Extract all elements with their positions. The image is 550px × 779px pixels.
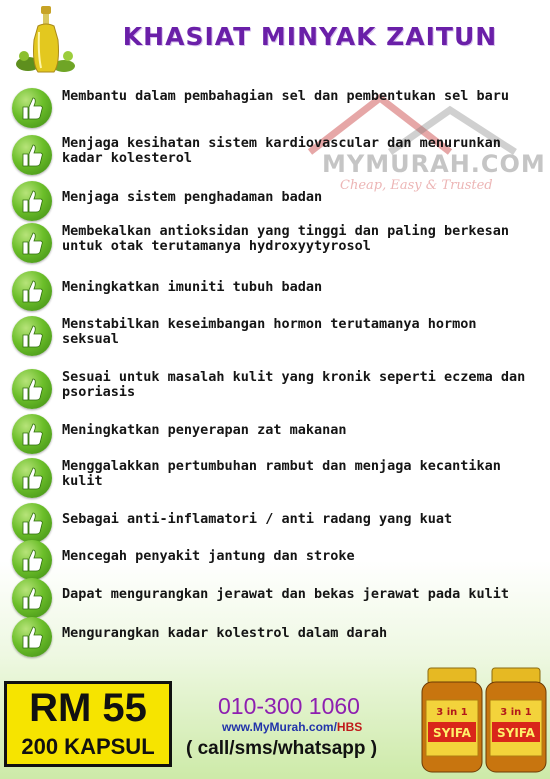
- benefit-text: Menstabilkan keseimbangan hormon terutamanya hormon seksual: [62, 316, 477, 347]
- price-label: RM 55: [29, 686, 147, 730]
- price-box: [4, 681, 172, 767]
- thumbs-up-icon: [12, 271, 52, 311]
- thumbs-up-icon: [12, 578, 52, 618]
- benefit-text: Menjaga kesihatan sistem kardiovascular dan menurunkan kadar kolesterol: [62, 135, 501, 166]
- website-path: HBS: [336, 720, 363, 734]
- list-item: [12, 414, 542, 460]
- contact-methods: ( call/sms/whatsapp ): [186, 738, 378, 759]
- product-label-top: 3 in 1: [500, 707, 532, 718]
- thumbs-up-icon: [12, 316, 52, 356]
- benefit-text: Meningkatkan imuniti tubuh badan: [62, 279, 323, 295]
- thumbs-up-icon: [12, 458, 52, 498]
- product-label-brand: SYIFA: [433, 726, 471, 740]
- thumbs-up-icon: [12, 135, 52, 175]
- thumbs-up-icon: [12, 540, 52, 580]
- list-item: [12, 135, 542, 181]
- benefit-text: Menjaga sistem penghadaman badan: [62, 189, 323, 205]
- quantity-label: 200 KAPSUL: [21, 734, 155, 759]
- list-item: [12, 617, 542, 663]
- thumbs-up-icon: [12, 181, 52, 221]
- watermark-name: MYMURAH.COM: [322, 150, 546, 178]
- benefit-text: Membekalkan antioksidan yang tinggi dan paling berkesan untuk otak terutamanya hydroxyytyrosol: [62, 223, 510, 254]
- product-label-top: 3 in 1: [436, 707, 468, 718]
- list-item: [12, 316, 542, 362]
- benefit-text: Meningkatkan penyerapan zat makanan: [62, 422, 347, 438]
- thumbs-up-icon: [12, 503, 52, 543]
- benefit-text: Dapat mengurangkan jerawat dan bekas jerawat pada kulit: [62, 586, 510, 602]
- olive-oil-bottle-icon: [14, 4, 78, 76]
- list-item: [12, 88, 542, 134]
- phone-number: 010-300 1060: [218, 693, 360, 719]
- thumbs-up-icon: [12, 223, 52, 263]
- list-item: [12, 369, 542, 415]
- benefit-text: Sebagai anti-inflamatori / anti radang yang kuat: [62, 511, 453, 527]
- product-bottles-image: [418, 660, 550, 775]
- benefit-text: Mengurangkan kadar kolestrol dalam darah: [62, 625, 388, 641]
- list-item: [12, 223, 542, 269]
- page-title: KHASIAT MINYAK ZAITUN: [122, 22, 498, 51]
- benefit-text: Mencegah penyakit jantung dan stroke: [62, 548, 355, 564]
- benefit-text: Sesuai untuk masalah kulit yang kronik seperti eczema dan psoriasis: [62, 369, 526, 400]
- list-item: [12, 458, 542, 504]
- benefit-text: Menggalakkan pertumbuhan rambut dan menjaga kecantikan kulit: [62, 458, 501, 489]
- website-domain: www.MyMurah.com/: [222, 720, 337, 734]
- thumbs-up-icon: [12, 88, 52, 128]
- thumbs-up-icon: [12, 369, 52, 409]
- watermark-tagline: Cheap, Easy & Trusted: [340, 178, 493, 193]
- product-label-brand: SYIFA: [497, 726, 535, 740]
- list-item: [12, 181, 542, 227]
- website-link: [222, 720, 362, 734]
- benefit-text: Membantu dalam pembahagian sel dan pembentukan sel baru: [62, 88, 510, 104]
- thumbs-up-icon: [12, 617, 52, 657]
- list-item: [12, 271, 542, 317]
- thumbs-up-icon: [12, 414, 52, 454]
